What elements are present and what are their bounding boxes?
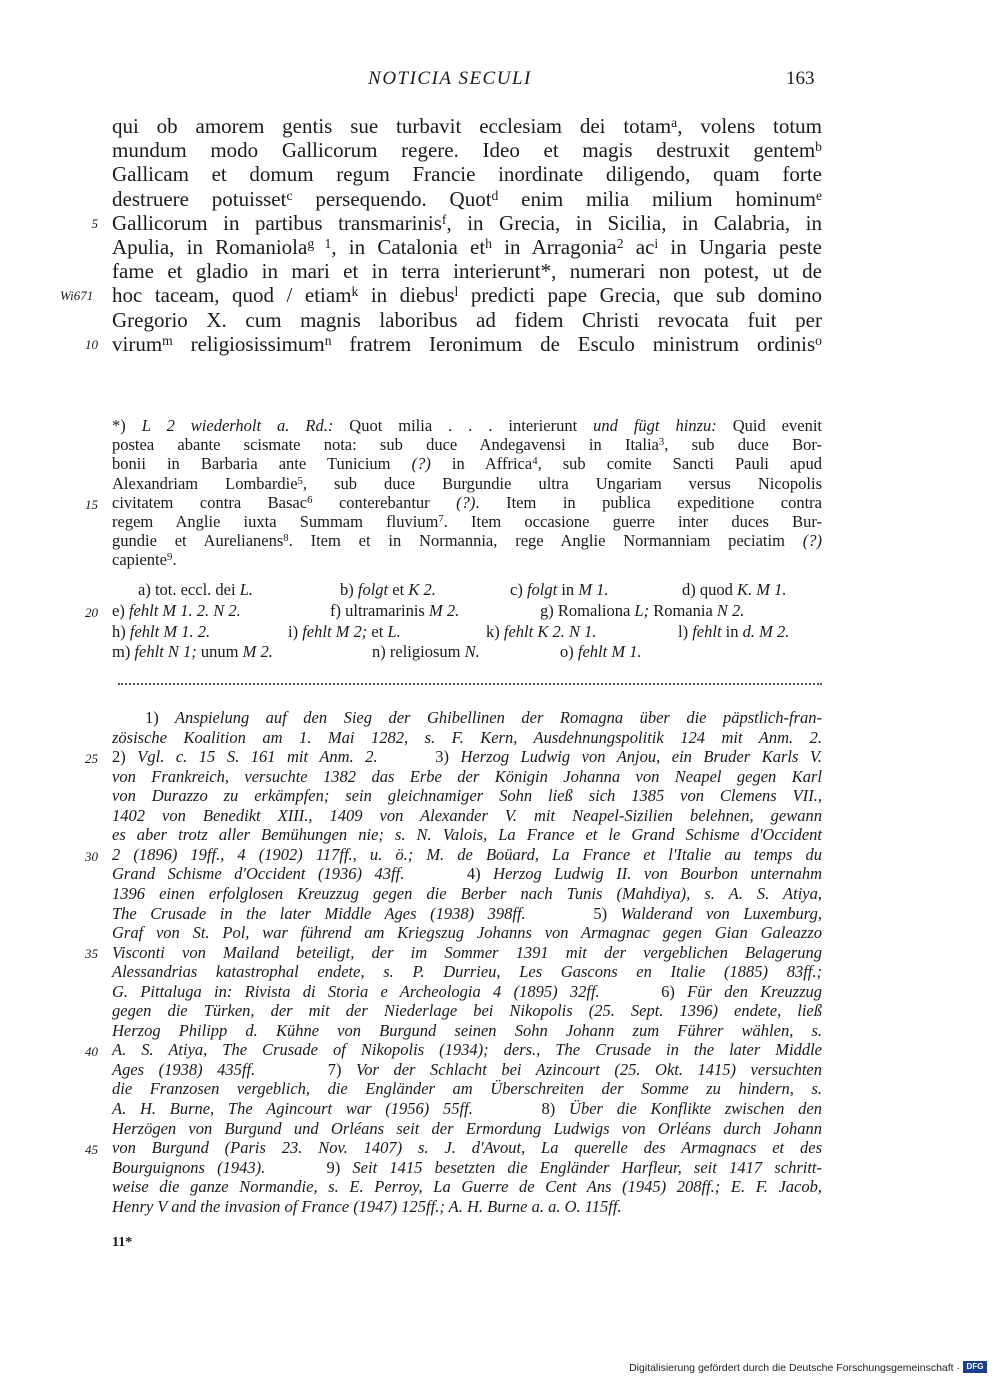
line-number: 15 [85,496,98,512]
main-text-line: fame et gladio in mari et in terra interierunt*, numerari non potest, ut de [112,259,822,284]
signature-mark: 11* [112,1235,133,1250]
footnote-line: Herzog Philipp d. Kühne von Burgund seinen Sohn Johann zum Führer wählen, s. [112,1020,822,1040]
page-number: 163 [786,68,815,89]
footnote-line: von Burgund (Paris 23. Nov. 1407) s. J. d'Avout, La querelle des Armagnacs et des [112,1138,822,1158]
apparatus-entry: l) fehlt in d. M 2. [678,621,790,641]
footnote-line: es aber trotz aller Bemühungen nie; s. N. Valois, La France et le Grand Schisme d'Occident [112,825,822,845]
footnote-line: Alessandrias katastrophal endete, s. P. Durrieu, Les Gascons en Italie (1885) 83ff.; [112,962,822,982]
footnote-line: The Crusade in the later Middle Ages (1938) 398ff. 5) Walderand von Luxemburg, [112,903,822,923]
footnote-line: 1402 von Benedikt XIII., 1409 von Alexander V. mit Neapel-Sizilien belehnen, gewann [112,805,822,825]
apparatus-entry: m) fehlt N 1; unum M 2. [112,642,273,662]
line-number: 10 [85,336,98,352]
main-text-line: Gallicam et domum regum Francie inordinate diligendo, quam forte [112,162,822,187]
line-number: 5 [91,215,98,231]
main-text-line: qui ob amorem gentis sue turbavit ecclesiam dei totam$^a$, volens totum [112,114,822,138]
apparatus-entry: n) religiosum N. [372,642,480,662]
dfg-logo: DFG [963,1361,987,1373]
footnote-line: weise die ganze Normandie, s. E. Perroy, La Guerre de Cent Ans (1945) 208ff.; E. F. Jacob, [112,1177,822,1197]
footnote-separator-rule [118,683,822,685]
main-text-line: Gregorio X. cum magnis laboribus ad fidem Christi revocata fuit per [112,307,822,332]
star-note-line: Alexandriam Lombardie$^5$, sub duce Burgundie ultra Ungariam versus Nicopolis [112,473,822,493]
footnote-line: von Frankreich, versuchte 1382 das Erbe der Königin Johanna von Neapel gegen Karl [112,766,822,786]
footnote-line: 2) Vgl. c. 15 S. 161 mit Anm. 2. 3) Herzog Ludwig von Anjou, ein Bruder Karls V. [112,747,822,767]
footnote-line: von Durazzo zu erkämpfen; sein gleichnamiger Sohn ließ sich 1385 von Clemens VII., [112,786,822,806]
running-title: NOTICIA SECULI [368,68,532,89]
star-note-line: *) L 2 wiederholt a. Rd.: Quot milia . . . interierunt und fügt hinzu: Quid evenit [112,416,822,435]
footnote-line: die Franzosen vergeblich, die Engländer am Überschreiten der Somme zu hindern, s. [112,1079,822,1099]
footnote-line: A. S. Atiya, The Crusade of Nikopolis (1934); ders., The Crusade in the later Middle [112,1040,822,1060]
apparatus-entry: i) fehlt M 2; et L. [288,621,401,641]
apparatus-entry: d) quod K. M 1. [682,580,787,599]
line-number: 45 [85,1141,98,1157]
star-note-line: gundie et Aurelianens$^8$. Item et in Normannia, rege Anglie Normanniam peciatim (?) [112,531,822,551]
digitization-credit: Digitalisierung gefördert durch die Deutsche Forschungsgemeinschaft · [629,1362,960,1374]
running-head [0,68,1000,96]
footnote-line: Visconti von Mailand beteiligt, der im Sommer 1391 mit der vergeblichen Belagerung [112,942,822,962]
footnote-line: 2 (1896) 19ff., 4 (1902) 117ff., u. ö.; M. de Boüard, La France et l'Italie au temps du [112,844,822,864]
footnote-line: zösische Koalition am 1. Mai 1282, s. F. Kern, Ausdehnungspolitik 124 mit Anm. 2. [112,727,822,747]
main-text-line: hoc taceam, quod / etiam$^k$ in diebus$^l$ predicti pape Grecia, que sub domino [112,283,822,308]
footnote-line: Grand Schisme d'Occident (1936) 43ff. 4) Herzog Ludwig II. von Bourbon unternahm [112,864,822,884]
line-number: 40 [85,1044,98,1060]
star-note-line: capiente$^9$. [112,550,177,570]
footnote-line: Bourguignons (1943). 9) Seit 1415 besetzten die Engländer Harfleur, seit 1417 schritt- [112,1157,822,1177]
line-number: 35 [85,946,98,962]
apparatus-entry: g) Romaliona L; Romania N 2. [540,600,745,620]
line-number: 25 [85,750,98,766]
margin-reference: Wi671 [60,288,94,304]
apparatus-entry: b) folgt et K 2. [340,580,436,599]
apparatus-entry: k) fehlt K 2. N 1. [486,621,597,641]
footnote-line: 1396 einen erfolglosen Kreuzzug gegen die Berber nach Tunis (Mahdiya), s. A. S. Atiya, [112,883,822,903]
star-note-line: bonii in Barbaria ante Tunicium (?) in Affrica$^4$, sub comite Sancti Pauli apud [112,454,823,474]
star-note-line: postea abante scismate nota: sub duce Andegavensi in Italia$^3$, sub duce Bor- [112,435,823,455]
footnote-line: 1) Anspielung auf den Sieg der Ghibellinen der Romagna über die päpstlich-fran- [145,708,822,727]
main-text-line: mundum modo Gallicorum regere. Ideo et magis destruxit gentem$^b$ [112,138,822,163]
apparatus-entry: a) tot. eccl. dei L. [138,580,254,599]
footnote-line: G. Pittaluga in: Rivista di Storia e Archeologia 4 (1895) 32ff. 6) Für den Kreuzzug [112,981,823,1001]
main-text-line: Apulia, in Romaniola$^{g 1}$, in Catalonia $et^h$ in Arragonia$^2$ $ac^i$ in Ungaria peste [112,235,822,259]
footnote-line: Ages (1938) 435ff. 7) Vor der Schlacht bei Azincourt (25. Okt. 1415) versuchten [112,1059,822,1079]
line-number: 20 [85,604,98,620]
apparatus-entry: h) fehlt M 1. 2. [112,621,211,641]
apparatus-entry: e) fehlt M 1. 2. N 2. [112,600,241,620]
footnote-line: gegen die Türken, der mit der Niederlage bei Nikopolis (25. Sept. 1396) endete, ließ [112,1001,822,1021]
main-text-line: Gallicorum in partibus transmarinis$^f$, in Grecia, in Sicilia, in Calabria, in [112,210,822,235]
apparatus-entry: c) folgt in M 1. [510,580,609,599]
line-number: 30 [85,848,98,864]
apparatus-entry: o) fehlt M 1. [560,642,642,662]
star-note-line: civitatem contra Basac$^6$ conterebantur (?). Item in publica expeditione contra [112,492,822,512]
apparatus-entry: f) ultramarinis M 2. [330,600,460,620]
footnote-line: Henry V and the invasion of France (1947) 125ff.; A. H. Burne a. a. O. 115ff. [112,1196,622,1216]
footnote-line: A. H. Burne, The Agincourt war (1956) 55ff. 8) Über die Konflikte zwischen den [112,1099,822,1118]
main-text-line: virum$^m$ religiosissimum$^n$ fratrem Ieronimum de Esculo ministrum ordinis$^o$ [112,331,822,356]
star-note-line: regem Anglie iuxta Summam fluvium$^7$. Item occasione guerre inter duces Bur- [112,512,822,531]
main-text-line: destruere potuisset$^c$ persequendo. Quot$^d$ enim milia milium hominum$^e$ [112,186,823,211]
footnote-line: Herzögen von Burgund und Orléans seit der Ermordung Ludwigs von Orléans durch Johann [112,1118,822,1138]
footnote-line: Graf von St. Pol, war führend am Kriegszug Johanns von Armagnac gegen Gian Galeazzo [112,923,822,943]
